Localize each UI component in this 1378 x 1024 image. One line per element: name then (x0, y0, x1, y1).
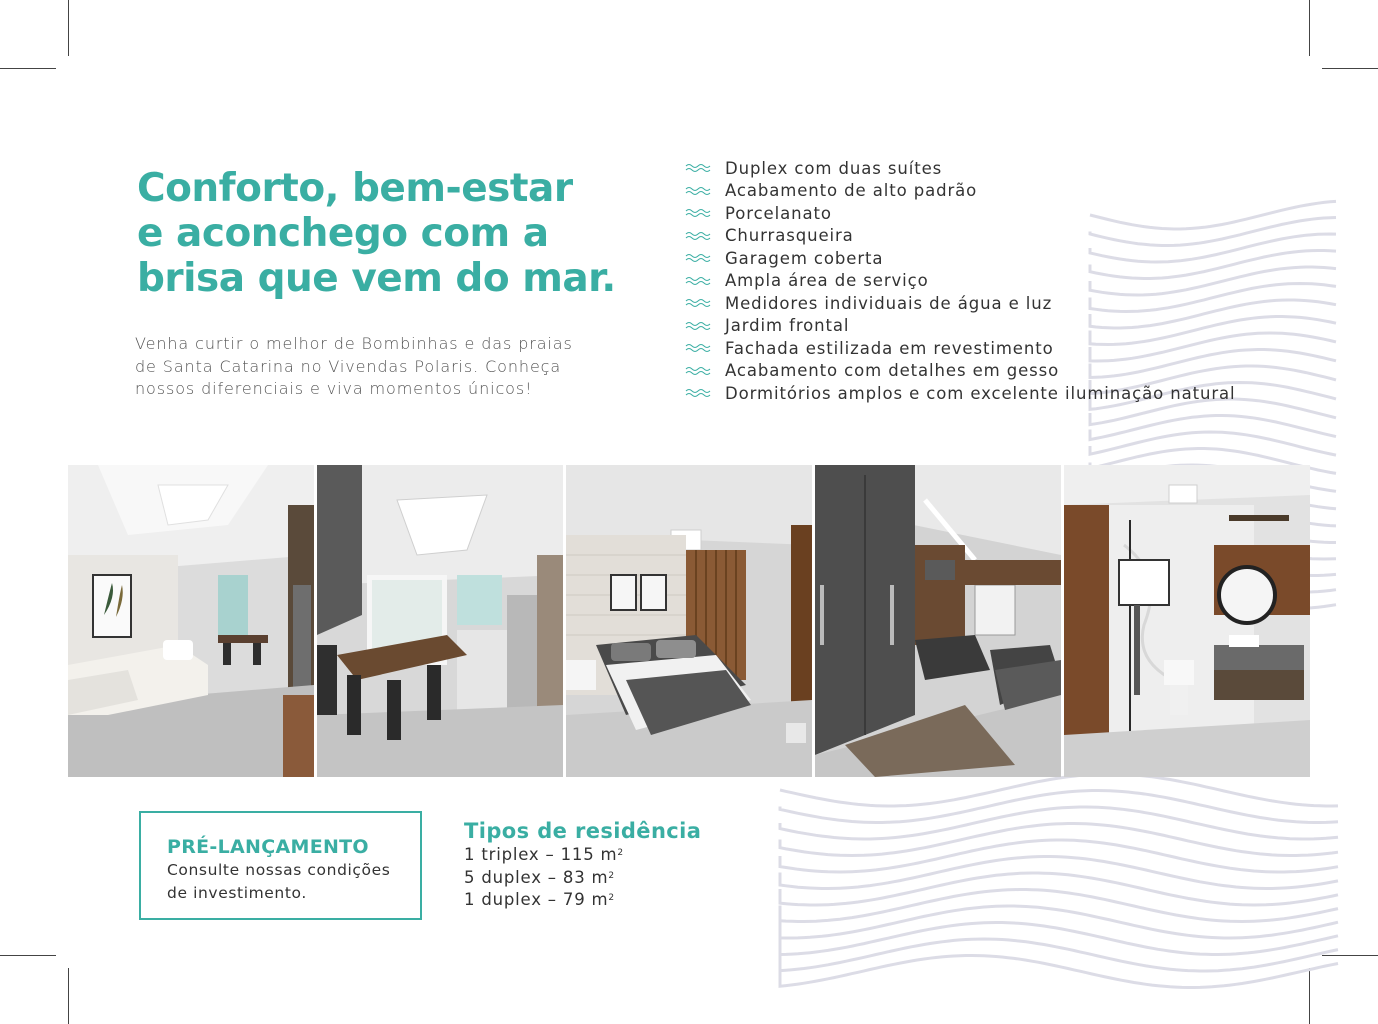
prelaunch-text (167, 859, 420, 904)
residence-type-text: 1 triplex – 115 m (464, 845, 618, 864)
intro-line: nossos diferenciais e viva momentos únicos! (135, 379, 533, 398)
headline-line: brisa que vem do mar. (137, 256, 616, 301)
wave-icon (685, 231, 717, 241)
feature-label: Acabamento de alto padrão (725, 181, 978, 201)
feature-label: Duplex com duas suítes (725, 158, 943, 178)
area-unit-superscript: 2 (617, 848, 624, 858)
feature-label: Medidores individuais de água e luz (725, 293, 1053, 313)
area-unit-superscript: 2 (608, 893, 615, 903)
feature-label: Porcelanato (725, 203, 832, 223)
prelaunch-title: PRÉ-LANÇAMENTO (167, 836, 369, 858)
photo-gallery (68, 465, 1310, 777)
feature-label: Ampla área de serviço (725, 271, 929, 291)
wave-icon (685, 366, 717, 376)
bathroom-photo (1064, 465, 1310, 777)
headline-line: e aconchego com a (137, 211, 549, 256)
prelaunch-line: de investimento. (167, 883, 307, 902)
feature-item (685, 247, 1236, 270)
intro-paragraph (135, 333, 615, 401)
living-room-photo (68, 465, 314, 777)
feature-label: Fachada estilizada em revestimento (725, 338, 1054, 358)
residence-type-item (464, 844, 701, 867)
feature-item (685, 270, 1236, 293)
residence-type-text: 5 duplex – 83 m (464, 867, 609, 887)
feature-label: Jardim frontal (725, 316, 850, 336)
prelaunch-box (139, 811, 422, 920)
feature-item (685, 337, 1236, 360)
wave-icon (685, 163, 717, 173)
feature-item (685, 202, 1236, 225)
wave-icon (685, 321, 717, 331)
wave-icon (685, 343, 717, 353)
kitchen-dining-photo (317, 465, 563, 777)
features-list (685, 157, 1236, 405)
feature-label: Dormitórios amplos e com excelente iluminação natural (725, 383, 1236, 403)
wave-icon (685, 276, 717, 286)
feature-item (685, 157, 1236, 180)
residence-type-text: 1 duplex – 79 m (464, 890, 609, 909)
feature-label: Acabamento com detalhes em gesso (725, 361, 1060, 381)
headline-line: Conforto, bem-estar (137, 166, 573, 211)
twin-bedroom-photo (815, 465, 1061, 777)
residence-types (464, 818, 701, 912)
prelaunch-line: Consulte nossas condições (167, 861, 391, 879)
residence-type-item (464, 867, 701, 890)
feature-item (685, 292, 1236, 315)
feature-item (685, 180, 1236, 203)
feature-item (685, 225, 1236, 248)
residence-types-title: Tipos de residência (464, 819, 702, 843)
wave-icon (685, 186, 717, 196)
wave-icon (685, 208, 717, 218)
intro-line: de Santa Catarina no Vivendas Polaris. Conheça (135, 356, 562, 376)
wave-icon (685, 388, 717, 398)
intro-line: Venha curtir o melhor de Bombinhas e das praias (135, 334, 573, 353)
feature-label: Churrasqueira (725, 226, 854, 246)
feature-label: Garagem coberta (725, 248, 884, 268)
feature-item (685, 360, 1236, 383)
wave-icon (685, 253, 717, 263)
residence-type-item (464, 889, 701, 912)
headline (137, 166, 657, 301)
bedroom-photo (566, 465, 812, 777)
feature-item (685, 382, 1236, 405)
area-unit-superscript: 2 (608, 870, 615, 881)
feature-item (685, 315, 1236, 338)
wave-icon (685, 298, 717, 308)
